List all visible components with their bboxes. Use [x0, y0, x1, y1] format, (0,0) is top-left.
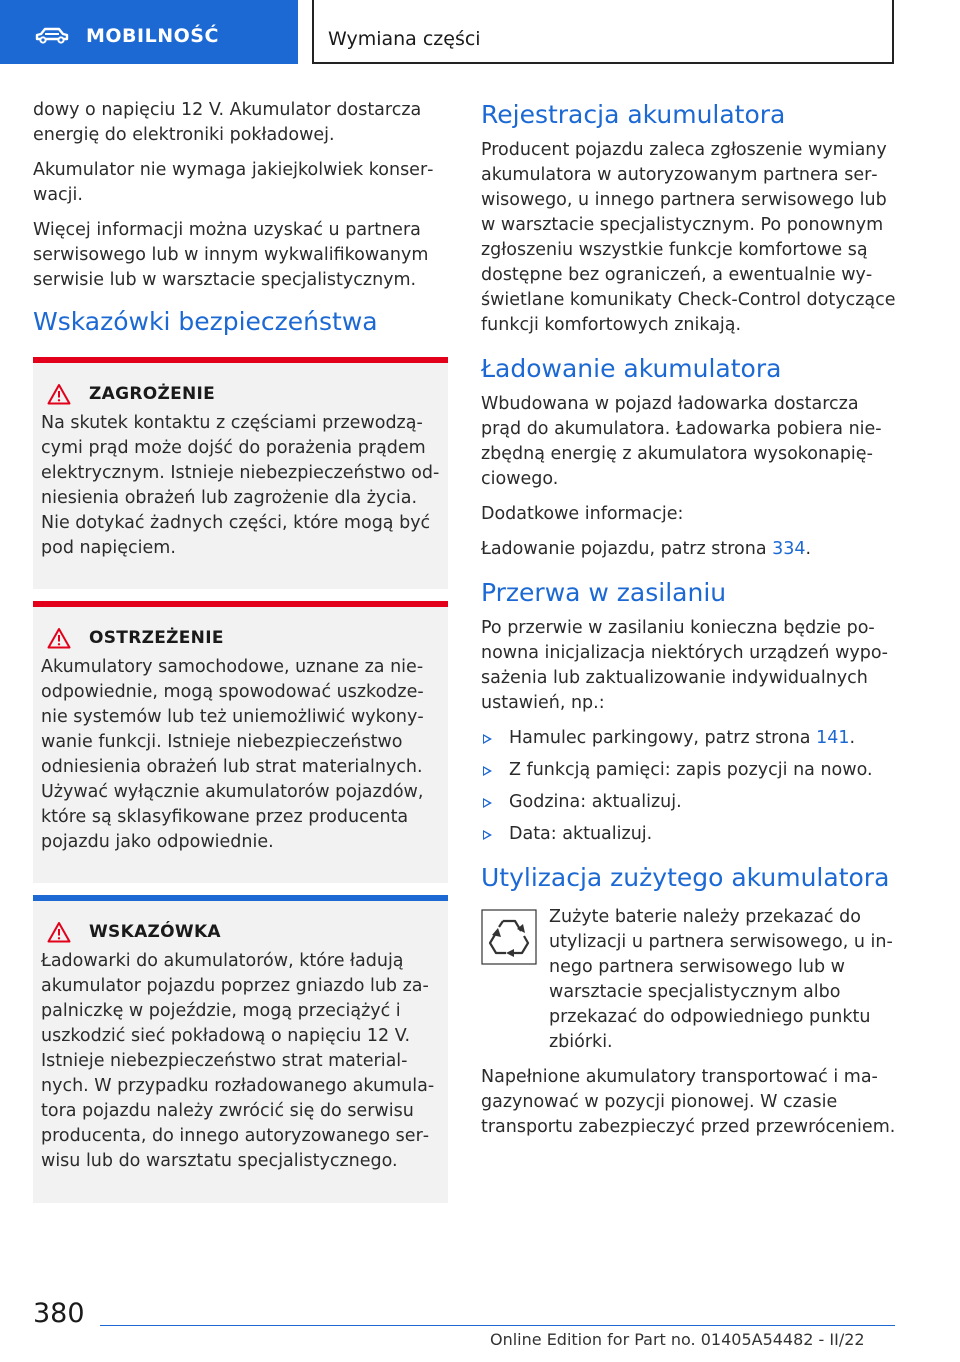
warning-head — [41, 627, 440, 649]
section-tab — [0, 0, 298, 64]
note-bar — [33, 895, 448, 901]
danger-box — [33, 357, 448, 589]
intro-paragraph-1: dowy o napięciu 12 V. Akumulator dostarcza energię do elektroniki pokładowej. — [33, 100, 422, 145]
warning-box — [33, 601, 448, 883]
registration-text: Producent pojazdu zaleca zgłoszenie wymiany akumulatora w autoryzowanym partnera serwisowego, u innego partnera serwisowego lub w warsztacie specjalistycznym. Po ponownym zgłoszeniu wszystkie funkcje komfortowe są dostępne bez ograniczeń, a ewentualnie wyświetlane komunikaty Check-Control dotyczące funkcji komfortowych znikają. — [481, 140, 896, 335]
left-column — [33, 98, 448, 1203]
list-item: Data: aktualizuj. — [481, 822, 896, 847]
danger-head — [41, 383, 440, 405]
bullet-triangle-icon — [483, 734, 492, 744]
note-title: WSKAZÓWKA — [89, 922, 221, 942]
danger-text: Na skutek kontaktu z częściami przewodzącymi prąd może dojść do porażenia prądem elektrycznym. Istnieje niebezpieczeństwo odniesienia obrażeń lub zagrożenie dla życia. Nie dotykać żadnych części, które mogą być pod napięciem. — [41, 413, 440, 558]
danger-title: ZAGROŻENIE — [89, 384, 216, 404]
warning-bar — [33, 601, 448, 607]
bullet-triangle-icon — [483, 798, 492, 808]
list-item: Hamulec parkingowy, patrz strona 141. — [481, 726, 896, 751]
intro-paragraph-2: Akumulator nie wymaga jakiejkolwiek konserwacji. — [33, 160, 434, 205]
heading-registration: Rejestracja akumulatora — [481, 100, 786, 129]
danger-bar — [33, 357, 448, 363]
recycle-icon — [481, 909, 537, 965]
charging-page-link[interactable]: 334 — [772, 539, 806, 559]
section-label: MOBILNOŚĆ — [86, 25, 219, 47]
charging-text: Wbudowana w pojazd ładowarka dostarcza prąd do akumulatora. Ładowarka pobiera niezbędną energię z akumulatora wysokonapięciowego. — [481, 394, 882, 489]
car-icon — [34, 26, 70, 44]
list-item: Godzina: aktualizuj. — [481, 790, 896, 815]
heading-outage: Przerwa w zasilaniu — [481, 578, 727, 607]
disposal-text-2: Napełnione akumulatory transportować i magazynować w pozycji pionowej. W czasie transportu zabezpieczyć przed przewróceniem. — [481, 1067, 896, 1137]
disposal-text: Zużyte baterie należy przekazać do utylizacji u partnera serwisowego, u innego partnera serwisowego lub w warsztacie specjalistycznym albo przekazać do odpowiedniego punktu zbiórki. — [549, 907, 893, 1052]
heading-charging: Ładowanie akumulatora — [481, 354, 782, 383]
charging-ref-text: Ładowanie pojazdu, patrz strona — [481, 539, 773, 559]
note-text: Ładowarki do akumulatorów, które ładują akumulator pojazdu poprzez gniazdo lub zapalniczkę w pojeździe, mogą przeciążyć i uszkodzić sieć pokładową o napięciu 12 V. Istnieje niebezpieczeństwo strat materialnych. W przypadku rozładowanego akumulatora pojazdu należy zwrócić się do serwisu producenta, do innego autoryzowanego serwisu lub do warsztatu specjalistycznego. — [41, 951, 435, 1171]
warning-triangle-icon — [47, 921, 71, 943]
charging-ref-end: . — [805, 539, 812, 559]
bullet-triangle-icon — [483, 830, 492, 840]
page-number: 380 — [33, 1298, 85, 1329]
heading-safety: Wskazówki bezpieczeństwa — [33, 307, 378, 336]
subsection-label: Wymiana części — [328, 28, 481, 50]
right-column — [481, 98, 896, 1150]
warning-triangle-icon — [47, 627, 71, 649]
note-box — [33, 895, 448, 1203]
outage-text: Po przerwie w zasilaniu konieczna będzie ponowna inicjalizacja niektórych urządzeń wyposażenia lub zaktualizowanie indywidualnych ustawień, np.: — [481, 618, 888, 713]
warning-title: OSTRZEŻENIE — [89, 628, 224, 648]
additional-info-label: Dodatkowe informacje: — [481, 504, 684, 524]
heading-disposal: Utylizacja zużytego akumulatora — [481, 863, 890, 892]
page-header — [0, 0, 960, 66]
parking-brake-page-link[interactable]: 141 — [816, 728, 850, 748]
bullet-triangle-icon — [483, 766, 492, 776]
edition-label: Online Edition for Part no. 01405A54482 - II/22 — [490, 1330, 865, 1349]
warning-text: Akumulatory samochodowe, uznane za nieodpowiednie, mogą spowodować uszkodzenie systemów lub też uniemożliwić wykonywanie funkcji. Istnieje niebezpieczeństwo odniesienia obrażeń lub strat materialnych. Używać wyłącznie akumulatorów pojazdów, które są sklasyfikowane przez producenta pojazdu jako odpowiednie. — [41, 657, 424, 852]
list-item: Z funkcją pamięci: zapis pozycji na nowo. — [481, 758, 896, 783]
note-head — [41, 921, 440, 943]
subsection-tab — [312, 0, 894, 64]
warning-triangle-icon — [47, 383, 71, 405]
charging-reference — [481, 537, 896, 562]
footer-divider — [100, 1325, 895, 1326]
outage-list — [481, 726, 896, 847]
disposal-block — [481, 905, 896, 1055]
intro-paragraph-3: Więcej informacji można uzyskać u partnera serwisowego lub w innym wykwalifikowanym serwisie lub w warsztacie specjalistycznym. — [33, 220, 429, 290]
